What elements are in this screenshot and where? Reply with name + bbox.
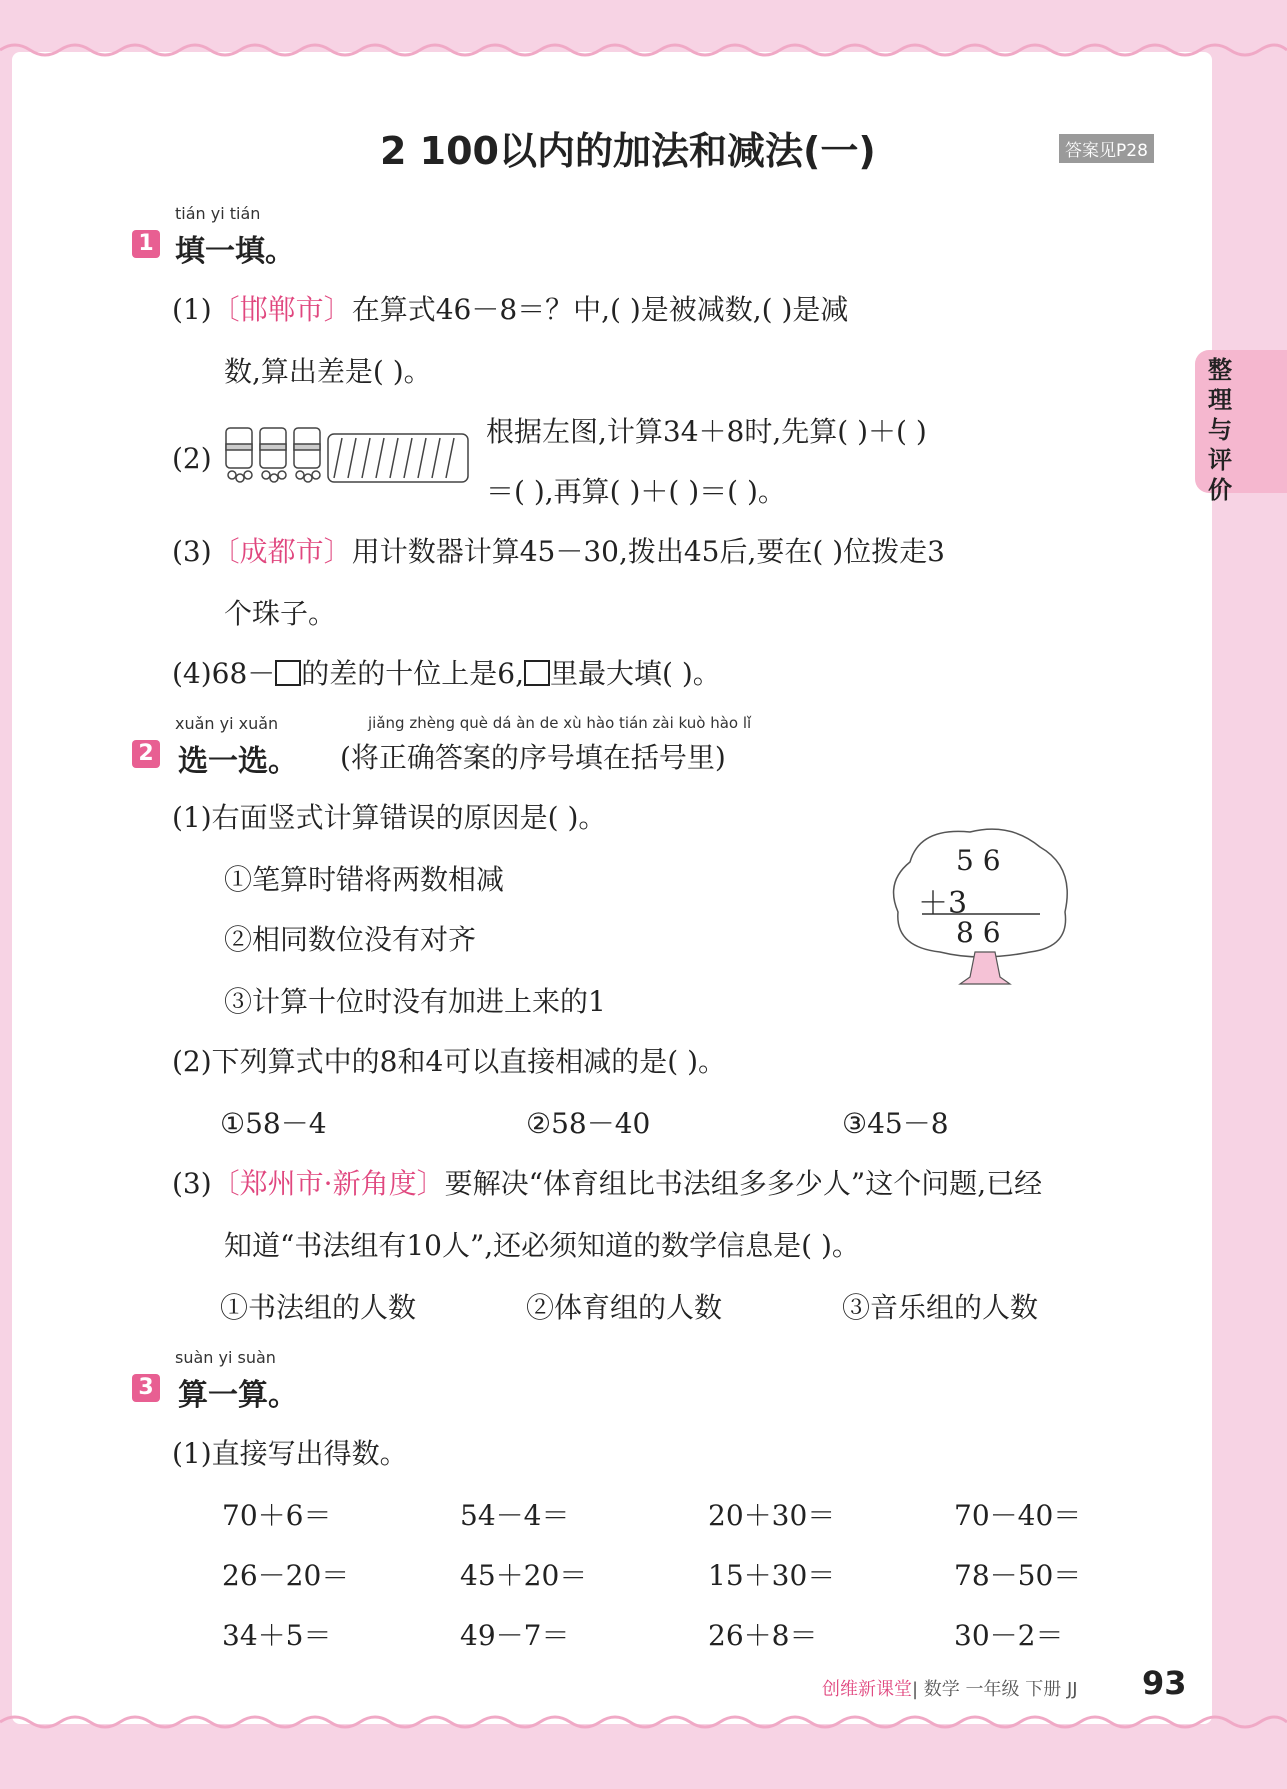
sec1-title: 填一填。	[175, 234, 295, 269]
calc-item: 34＋5＝	[222, 1619, 332, 1652]
vertical-result: 8 6	[956, 916, 1001, 949]
sec2-number-badge: 2	[132, 740, 160, 768]
sec2-q3-option-1: ①书法组的人数	[220, 1291, 417, 1324]
footer-brand: 创维新课堂	[822, 1679, 912, 1700]
sec1-pinyin: tián yi tián	[175, 204, 261, 223]
answer-square	[275, 660, 301, 686]
sec1-q1-line2: 数,算出差是( )。	[224, 355, 432, 388]
calc-item: 49－7＝	[460, 1619, 570, 1652]
sec1-q3-line1: (3)〔成都市〕用计数器计算45－30,拨出45后,要在( )位拨走3	[172, 535, 945, 568]
calc-item: 30－2＝	[954, 1619, 1064, 1652]
sec2-q2-option-3: ③45－8	[842, 1107, 949, 1140]
region-tag: 〔成都市〕	[211, 535, 352, 568]
bundle-3	[294, 428, 320, 482]
calc-item: 26－20＝	[222, 1559, 350, 1592]
answer-reference: 答案见P28	[1059, 134, 1154, 163]
calc-item: 20＋30＝	[708, 1499, 836, 1532]
sec3-pinyin: suàn yi suàn	[175, 1348, 276, 1367]
sec3-title: 算一算。	[178, 1378, 298, 1413]
footer-info	[822, 1675, 1078, 1701]
bundle-2	[260, 428, 286, 482]
sec2-q3-line2: 知道“书法组有10人”,还必须知道的数学信息是( )。	[224, 1229, 860, 1262]
sec2-q2: (2)下列算式中的8和4可以直接相减的是( )。	[172, 1045, 727, 1078]
sec2-q3-line1: (3)〔郑州市·新角度〕要解决“体育组比书法组多多少人”这个问题,已经	[172, 1167, 1043, 1200]
vertical-top-number: 5 6	[956, 844, 1001, 877]
sec2-q1: (1)右面竖式计算错误的原因是( )。	[172, 801, 607, 834]
sec2-q2-option-1: ①58－4	[220, 1107, 327, 1140]
region-tag: 〔郑州市·新角度〕	[211, 1167, 445, 1200]
sec3-q1: (1)直接写出得数。	[172, 1437, 408, 1470]
page-number: 93	[1142, 1664, 1187, 1702]
sec2-q2-option-2: ②58－40	[526, 1107, 651, 1140]
footer-subject: | 数学 一年级 下册 JJ	[912, 1679, 1078, 1700]
sec1-q2-line1: 根据左图,计算34＋8时,先算( )＋( )	[486, 415, 927, 448]
bottom-wave-border	[0, 1712, 1287, 1732]
sec2-q3-option-2: ②体育组的人数	[526, 1291, 723, 1324]
calc-item: 70－40＝	[954, 1499, 1082, 1532]
sec2-subtitle-pinyin: jiǎng zhèng què dá àn de xù hào tián zài kuò hào lǐ	[368, 714, 752, 732]
sec2-subtitle: (将正确答案的序号填在括号里)	[340, 741, 726, 774]
calc-item: 45＋20＝	[460, 1559, 588, 1592]
sec1-q2-line2: ＝( ),再算( )＋( )＝( )。	[486, 475, 786, 508]
sec1-q3-line2: 个珠子。	[224, 597, 337, 630]
sec2-pinyin: xuǎn yi xuǎn	[175, 714, 279, 733]
sec1-number-badge: 1	[132, 230, 160, 258]
sec1-q1-line1: (1)〔邯郸市〕在算式46－8＝？中,( )是被减数,( )是减	[172, 293, 849, 326]
calc-item: 15＋30＝	[708, 1559, 836, 1592]
sec2-q1-option-1: ①笔算时错将两数相减	[224, 863, 505, 896]
sec2-title: 选一选。	[178, 744, 298, 779]
top-wave-border	[0, 40, 1287, 60]
answer-square	[524, 660, 550, 686]
calc-item: 54－4＝	[460, 1499, 570, 1532]
calc-item: 26＋8＝	[708, 1619, 818, 1652]
region-tag: 〔邯郸市〕	[211, 293, 352, 326]
page-title: 2 100以内的加法和减法(一)	[380, 129, 876, 173]
calc-item: 78－50＝	[954, 1559, 1082, 1592]
sec2-q3-option-3: ③音乐组的人数	[842, 1291, 1039, 1324]
sec3-number-badge: 3	[132, 1374, 160, 1402]
sec1-q2-label: (2)	[172, 442, 212, 475]
loose-sticks	[328, 434, 468, 482]
stick-bundles-image	[220, 420, 475, 490]
vertical-operand: ＋3	[918, 886, 968, 921]
calc-item: 70＋6＝	[222, 1499, 332, 1532]
side-tab-label: 整理与评价	[1208, 356, 1232, 504]
bundle-1	[226, 428, 252, 482]
sec1-q4: (4)68－ 的差的十位上是6, 里最大填( )。	[172, 657, 721, 690]
sec2-q1-option-2: ②相同数位没有对齐	[224, 923, 477, 956]
sec2-q1-option-3: ③计算十位时没有加进上来的1	[224, 985, 606, 1018]
